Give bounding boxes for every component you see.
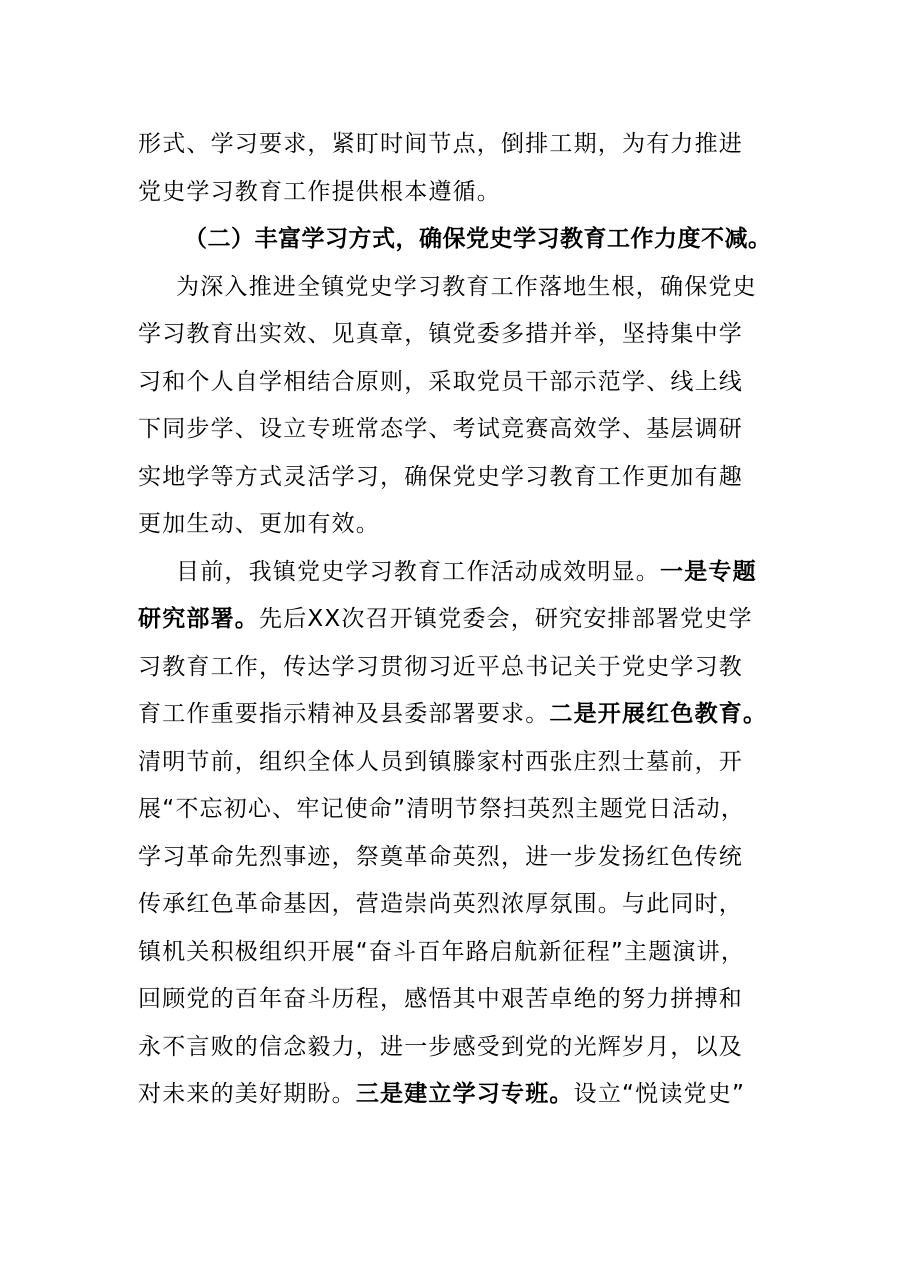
line-text: 传承红色革命基因，营造崇尚英烈浓厚氛围。与此同时， [138,891,743,917]
paragraph-line-15 [138,786,778,834]
document-body [138,121,778,1119]
line-text: 学习革命先烈事迹，祭奠革命英烈，进一步发扬红色传统 [138,843,743,870]
line-text: 镇机关积极组织开展“奋斗百年路启航新征程”主题演讲， [138,938,746,965]
line-text: 更加生动、更加有效。 [138,511,380,537]
line-text: 目前，我镇党史学习教育工作活动成效明显。 [176,558,660,585]
line-text: 学习教育出实效、见真章，镇党委多措并举，坚持集中学 [138,321,743,347]
paragraph-line-18 [138,929,778,977]
line-text: 清明节前，组织全体人员到镇滕家村西张庄烈士墓前，开 [138,748,743,775]
paragraph-line-4 [138,264,778,312]
paragraph-line-11 [138,596,778,644]
line-text: 实地学等方式灵活学习，确保党史学习教育工作更加有趣 [138,463,743,490]
section-heading [138,216,778,264]
line-text: 永不言败的信念毅力，进一步感受到党的光辉岁月，以及 [138,1033,743,1060]
paragraph-line-2 [138,169,778,217]
paragraph-line-21 [138,1071,778,1119]
paragraph-line-13 [138,691,778,739]
line-text: 先后XX次召开镇党委会，研究安排部署党史学 [259,606,753,632]
paragraph-line-14 [138,739,778,787]
line-text: 设立“悦读党史” [573,1081,746,1107]
key-point-text: 研究部署。 [138,606,259,632]
paragraph-line-5 [138,311,778,359]
paragraph-line-1 [138,121,778,169]
line-text: 党史学习教育工作提供根本遵循。 [138,178,501,205]
paragraph-line-19 [138,976,778,1024]
paragraph-line-16 [138,834,778,882]
key-point-text: 三是建立学习专班。 [355,1081,574,1107]
paragraph-line-8 [138,454,778,502]
paragraph-line-12 [138,644,778,692]
line-text: 形式、学习要求，紧盯时间节点，倒排工期，为有力推进 [138,131,743,157]
section-heading-text: （二）丰富学习方式，确保党史学习教育工作力度不减。 [184,226,772,252]
paragraph-line-10 [138,549,778,597]
key-point-text: 一是专题 [660,558,757,585]
line-text: 育工作重要指示精神及县委部署要求。 [138,701,550,727]
paragraph-line-6 [138,359,778,407]
paragraph-line-9 [138,501,778,549]
paragraph-line-17 [138,881,778,929]
line-text: 展“不忘初心、牢记使命”清明节祭扫英烈主题党日活动， [138,796,746,822]
paragraph-line-7 [138,406,778,454]
paragraph-line-20 [138,1024,778,1072]
line-text: 下同步学、设立专班常态学、考试竞赛高效学、基层调研 [138,416,743,442]
line-text: 为深入推进全镇党史学习教育工作落地生根，确保党史 [176,273,757,300]
line-text: 对未来的美好期盼。 [138,1081,356,1107]
line-text: 习和个人自学相结合原则，采取党员干部示范学、线上线 [138,368,743,395]
line-text: 习教育工作，传达学习贯彻习近平总书记关于党史学习教 [138,653,743,680]
key-point-text: 二是开展红色教育。 [549,701,768,727]
line-text: 回顾党的百年奋斗历程，感悟其中艰苦卓绝的努力拼搏和 [138,986,743,1012]
